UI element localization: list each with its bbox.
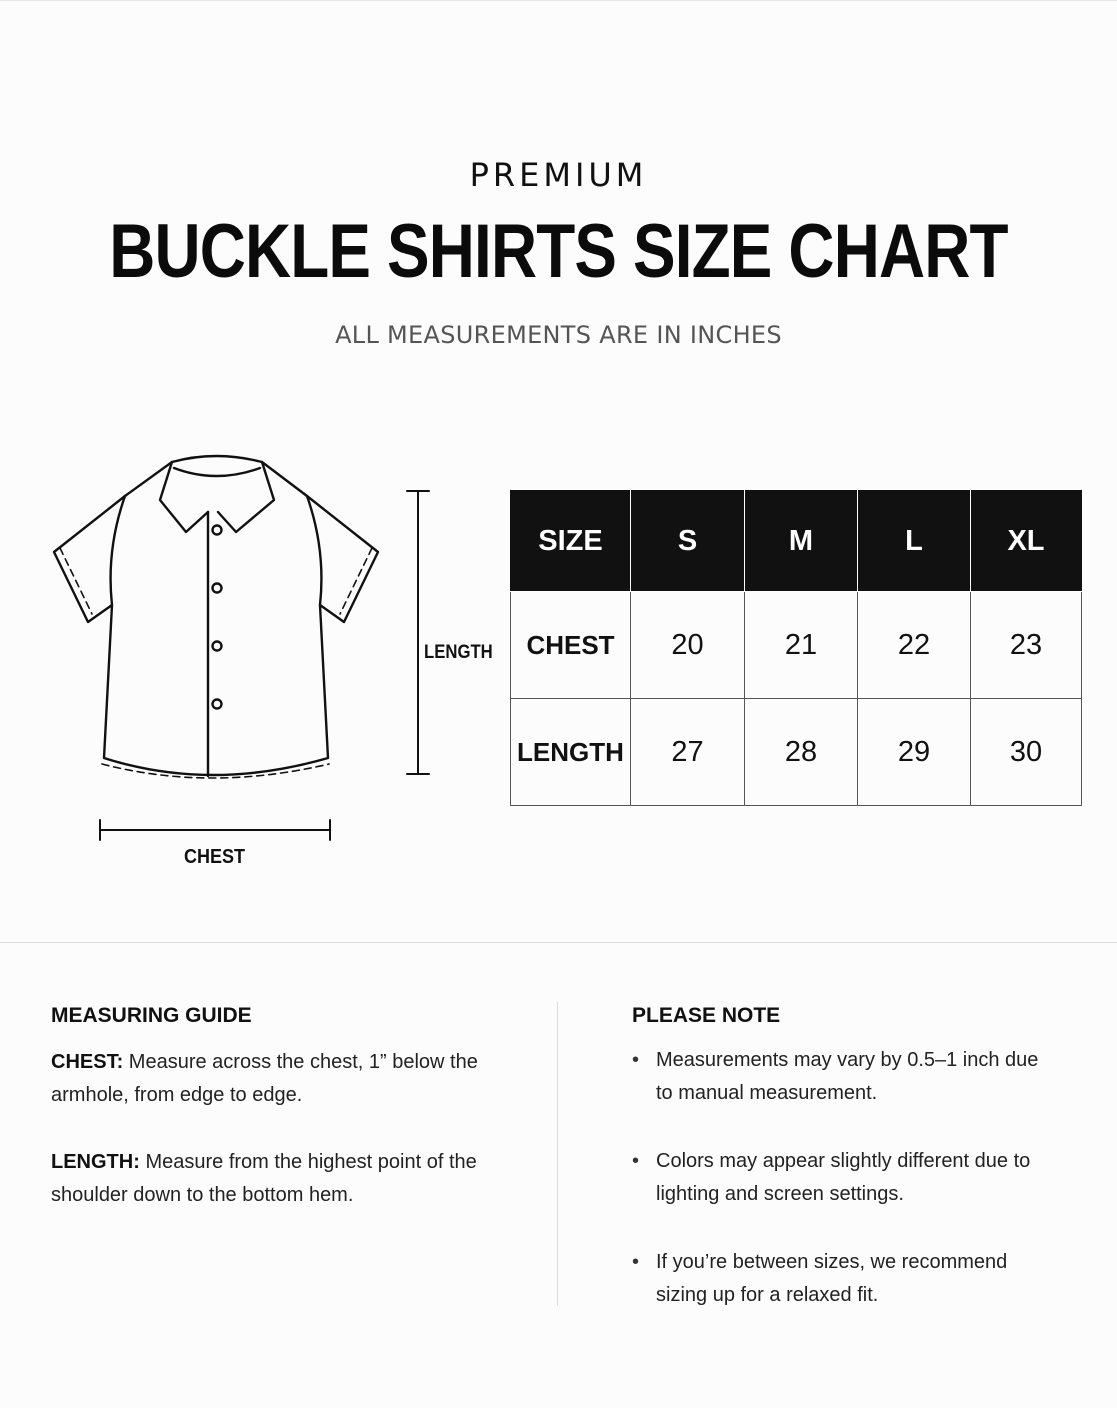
- table-row: [511, 592, 1082, 699]
- chest-measure-label: CHEST: [184, 846, 246, 868]
- section-divider: [0, 942, 1117, 943]
- guide-term-chest: CHEST:: [51, 1051, 124, 1073]
- column-divider: [557, 1002, 558, 1306]
- table-header-row: [511, 491, 1082, 592]
- guide-item-chest: [51, 1046, 511, 1112]
- list-item: • Measurements may vary by 0.5–1 inch due to manual measurement.: [632, 1044, 1052, 1110]
- header-cell-l: L: [858, 491, 971, 592]
- table-cell: 29: [858, 699, 971, 806]
- table-cell: 20: [631, 592, 745, 699]
- row-label-length: LENGTH: [511, 699, 631, 806]
- page-subtitle: ALL MEASUREMENTS ARE IN INCHES: [335, 321, 782, 349]
- top-divider: [0, 0, 1117, 1]
- measuring-guide-heading: MEASURING GUIDE: [51, 1004, 252, 1027]
- length-measure-label: LENGTH: [424, 642, 493, 663]
- table-cell: 22: [858, 592, 971, 699]
- header-cell-xl: XL: [971, 491, 1082, 592]
- guide-term-length: LENGTH:: [51, 1151, 140, 1173]
- table-row: [511, 699, 1082, 806]
- guide-text-chest: Measure across the chest, 1” below the armhole, from edge to edge.: [51, 1051, 478, 1106]
- page-title: BUCKLE SHIRTS SIZE CHART: [109, 209, 1008, 294]
- size-table: [510, 490, 1082, 806]
- table-cell: 30: [971, 699, 1082, 806]
- page-kicker: PREMIUM: [469, 156, 648, 194]
- table-cell: 27: [631, 699, 745, 806]
- guide-text-length: Measure from the highest point of the shoulder down to the bottom hem.: [51, 1151, 477, 1206]
- guide-item-length: [51, 1146, 511, 1212]
- row-label-chest: CHEST: [511, 592, 631, 699]
- header-cell-m: M: [745, 491, 858, 592]
- table-cell: 28: [745, 699, 858, 806]
- list-item: • If you’re between sizes, we recommend sizing up for a relaxed fit.: [632, 1246, 1052, 1312]
- table-cell: 23: [971, 592, 1082, 699]
- header-cell-s: S: [631, 491, 745, 592]
- list-item: • Colors may appear slightly different due to lighting and screen settings.: [632, 1145, 1052, 1211]
- notes-list: [632, 1044, 1052, 1347]
- header-cell-size: SIZE: [511, 491, 631, 592]
- table-cell: 21: [745, 592, 858, 699]
- please-note-heading: PLEASE NOTE: [632, 1004, 781, 1027]
